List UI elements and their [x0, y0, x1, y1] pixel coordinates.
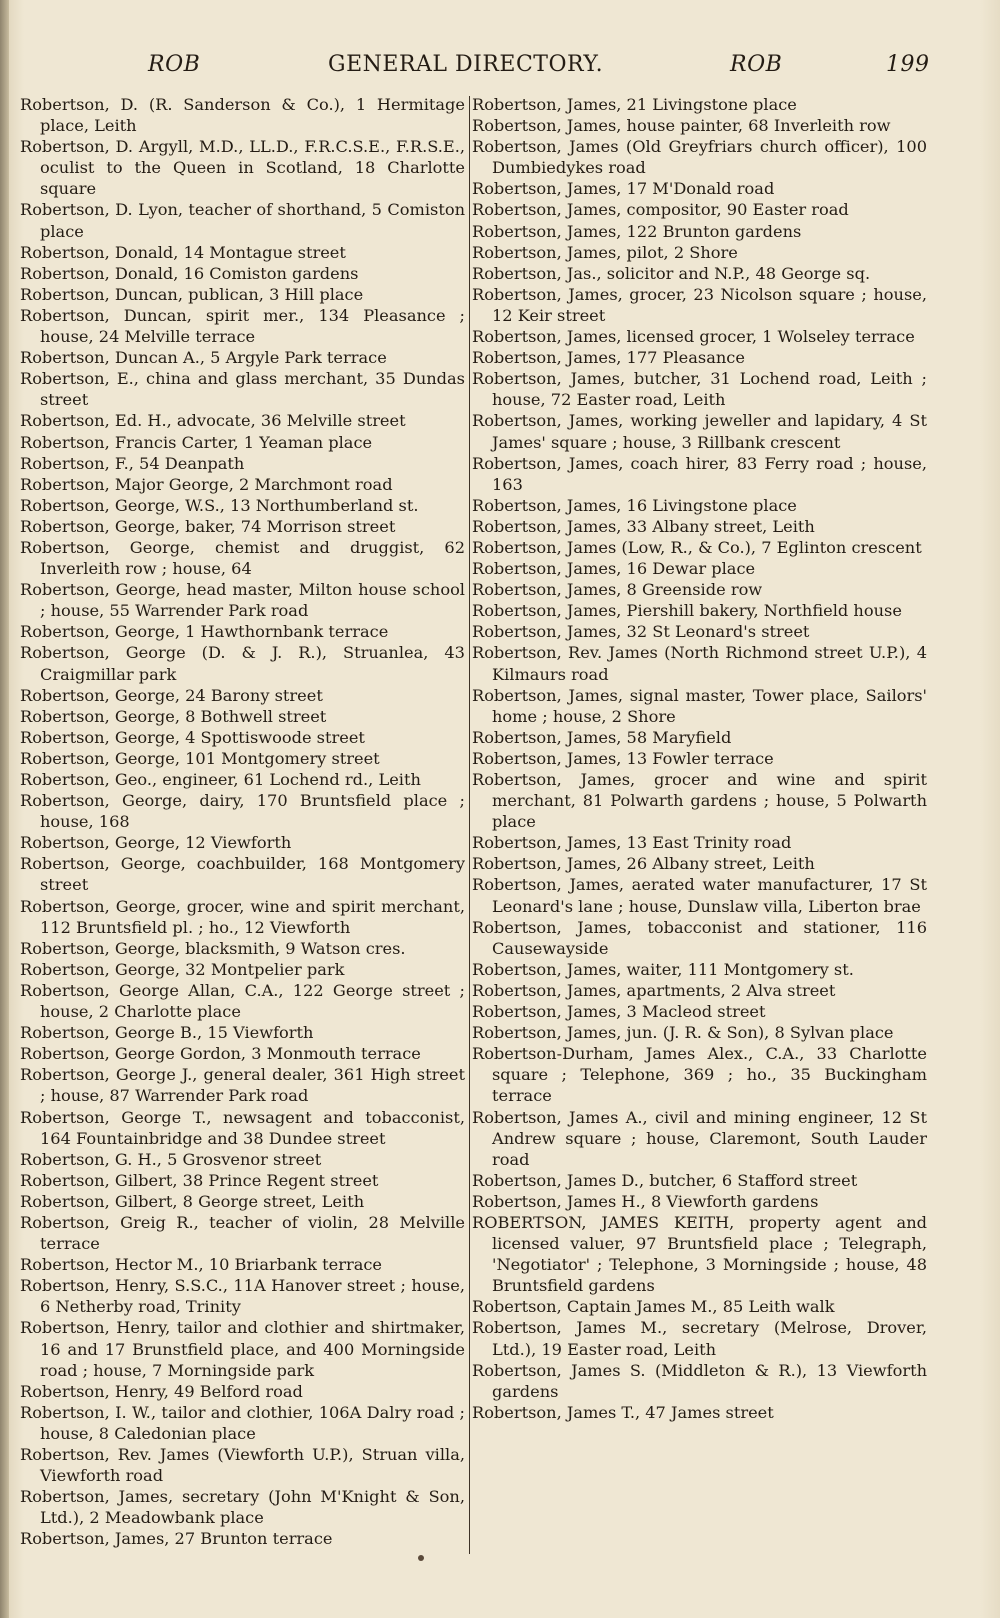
directory-entry: Robertson, James S. (Middleton & R.), 13 Viewforth gardens — [472, 1360, 927, 1401]
header-title: GENERAL DIRECTORY. — [328, 52, 604, 77]
directory-entry: Robertson, George, head master, Milton house school ; house, 55 Warrender Park road — [20, 580, 465, 621]
book-spine-shadow — [0, 0, 9, 1618]
directory-entry: Robertson, Rev. James (North Richmond street U.P.), 4 Kilmaurs road — [472, 643, 927, 684]
directory-entry: Robertson, James, jun. (J. R. & Son), 8 Sylvan place — [472, 1023, 894, 1043]
directory-entry: Robertson, James M., secretary (Melrose, Drover, Ltd.), 19 Easter road, Leith — [472, 1318, 927, 1359]
directory-entry: Robertson, George, coachbuilder, 168 Montgomery street — [20, 854, 465, 895]
directory-entry: Robertson, James, 33 Albany street, Leith — [472, 516, 815, 536]
directory-entry: Robertson, George, blacksmith, 9 Watson cres. — [20, 938, 406, 958]
right-column — [472, 94, 927, 1423]
directory-entry: Robertson, James, 26 Albany street, Leith — [472, 854, 815, 874]
directory-entry: Robertson, James H., 8 Viewforth gardens — [472, 1191, 819, 1211]
directory-entry: Robertson, Donald, 14 Montague street — [20, 242, 346, 262]
directory-entry: Robertson, George, grocer, wine and spirit merchant, 112 Bruntsfield pl. ; ho., 12 Viewforth — [20, 896, 465, 937]
footer-mark — [418, 1555, 424, 1561]
directory-entry: Robertson, Francis Carter, 1 Yeaman place — [20, 432, 373, 452]
directory-entry: Robertson, James, pilot, 2 Shore — [472, 242, 738, 262]
directory-entry: Robertson, George, 32 Montpelier park — [20, 959, 345, 979]
directory-entry: Robertson, James, compositor, 90 Easter road — [472, 200, 849, 220]
directory-entry: Robertson, George Gordon, 3 Monmouth terrace — [20, 1044, 421, 1064]
directory-entry: Robertson, James, signal master, Tower place, Sailors' home ; house, 2 Shore — [472, 685, 927, 726]
directory-entry: Robertson, George, 4 Spottiswoode street — [20, 727, 365, 747]
directory-entry: Robertson, G. H., 5 Grosvenor street — [20, 1149, 322, 1169]
directory-entry: Robertson, George T., newsagent and tobacconist, 164 Fountainbridge and 38 Dundee street — [20, 1107, 465, 1148]
directory-entry: Robertson, James, 3 Macleod street — [472, 1002, 766, 1022]
directory-entry: Robertson, James, 17 M'Donald road — [472, 179, 775, 199]
directory-entry: Robertson, E., china and glass merchant, 35 Dundas street — [20, 369, 465, 410]
directory-entry: Robertson, Duncan, spirit mer., 134 Pleasance ; house, 24 Melville terrace — [20, 305, 465, 347]
directory-entry: Robertson, James, tobacconist and stationer, 116 Causewayside — [472, 917, 927, 958]
directory-entry: Robertson, D. Lyon, teacher of shorthand, 5 Comiston place — [20, 200, 465, 241]
directory-entry: Robertson, James, grocer, 23 Nicolson square ; house, 12 Keir street — [472, 284, 927, 325]
directory-entry: Robertson, Jas., solicitor and N.P., 48 George sq. — [472, 263, 871, 283]
directory-entry: Robertson, James, coach hirer, 83 Ferry road ; house, 163 — [472, 453, 927, 494]
directory-entry: Robertson, George, 12 Viewforth — [20, 833, 292, 853]
header-right-keyword: ROB — [730, 52, 783, 77]
directory-entry: Robertson, James, 122 Brunton gardens — [472, 221, 802, 241]
directory-entry: Robertson, Henry, S.S.C., 11A Hanover street ; house, 6 Netherby road, Trinity — [20, 1276, 465, 1317]
directory-entry: Robertson, James (Low, R., & Co.), 7 Eglinton crescent — [472, 537, 922, 557]
directory-entry: Robertson, James, 21 Livingstone place — [472, 95, 797, 114]
directory-entry: Robertson, Gilbert, 38 Prince Regent street — [20, 1170, 379, 1190]
directory-entry: Robertson, George, baker, 74 Morrison street — [20, 516, 396, 536]
directory-entry: Robertson, George J., general dealer, 361 High street ; house, 87 Warrender Park road — [20, 1065, 465, 1106]
directory-entry: Robertson, George Allan, C.A., 122 George street ; house, 2 Charlotte place — [20, 980, 465, 1022]
directory-entry: Robertson, D. Argyll, M.D., LL.D., F.R.C.S.E., F.R.S.E., oculist to the Queen in Scotland, 18 Charlotte square — [20, 137, 465, 199]
directory-entry: Robertson, James, 58 Maryfield — [472, 727, 732, 747]
directory-entry: Robertson, James, butcher, 31 Lochend road, Leith ; house, 72 Easter road, Leith — [472, 369, 927, 410]
directory-entry: Robertson, Hector M., 10 Briarbank terrace — [20, 1255, 382, 1275]
directory-entry: Robertson, James, aerated water manufacturer, 17 St Leonard's lane ; house, Dunslaw villa, Liberton brae — [472, 875, 927, 916]
directory-entry: Robertson, George, chemist and druggist, 62 Inverleith row ; house, 64 — [20, 537, 465, 579]
directory-entry: Robertson, Gilbert, 8 George street, Leith — [20, 1191, 365, 1211]
directory-entry: Robertson, James, licensed grocer, 1 Wolseley terrace — [472, 327, 915, 347]
directory-entry: Robertson, James, 13 East Trinity road — [472, 833, 792, 853]
directory-entry: Robertson, Rev. James (Viewforth U.P.), Struan villa, Viewforth road — [20, 1445, 465, 1486]
directory-entry: Robertson, James, grocer and wine and spirit merchant, 81 Polwarth gardens ; house, 5 Polwarth place — [472, 770, 927, 832]
directory-entry: ROBERTSON, JAMES KEITH, property agent and licensed valuer, 97 Bruntsfield place ; Telegraph, 'Negotiator' ; Telephone, 3 Morningside ; house, 48 Bruntsfield gardens — [472, 1212, 927, 1296]
directory-entry: Robertson, James, waiter, 111 Montgomery st. — [472, 959, 854, 979]
directory-entry: Robertson, James, house painter, 68 Inverleith row — [472, 116, 891, 136]
directory-entry: Robertson, Geo., engineer, 61 Lochend rd., Leith — [20, 770, 421, 789]
directory-entry: Robertson, George, 8 Bothwell street — [20, 706, 327, 726]
directory-entry: Robertson, James, 27 Brunton terrace — [20, 1529, 333, 1549]
directory-entry: Robertson, Donald, 16 Comiston gardens — [20, 263, 359, 283]
directory-entry: Robertson, James T., 47 James street — [472, 1402, 774, 1422]
directory-entry: Robertson, George, 1 Hawthornbank terrace — [20, 622, 389, 642]
directory-entry: Robertson, Major George, 2 Marchmont road — [20, 474, 393, 494]
directory-entry: Robertson, James, working jeweller and lapidary, 4 St James' square ; house, 3 Rillbank crescent — [472, 411, 927, 452]
directory-entry: Robertson, James D., butcher, 6 Stafford street — [472, 1170, 858, 1190]
directory-entry: Robertson, James, secretary (John M'Knight & Son, Ltd.), 2 Meadowbank place — [20, 1487, 465, 1528]
directory-entry: Robertson, James, 16 Dewar place — [472, 559, 756, 579]
page-number: 199 — [886, 52, 930, 77]
directory-entry: Robertson, Henry, 49 Belford road — [20, 1381, 303, 1401]
directory-entry: Robertson, James, Piershill bakery, Northfield house — [472, 601, 902, 621]
directory-entry: Robertson, F., 54 Deanpath — [20, 453, 245, 473]
column-divider — [469, 96, 470, 1554]
directory-entry: Robertson, George, 24 Barony street — [20, 685, 323, 705]
directory-entry: Robertson, George (D. & J. R.), Struanlea, 43 Craigmillar park — [20, 643, 465, 684]
directory-entry: Robertson, James, 13 Fowler terrace — [472, 748, 774, 768]
directory-entry: Robertson, Duncan, publican, 3 Hill place — [20, 284, 364, 304]
directory-entry: Robertson, D. (R. Sanderson & Co.), 1 Hermitage place, Leith — [20, 95, 465, 136]
directory-entry: Robertson, James (Old Greyfriars church officer), 100 Dumbiedykes road — [472, 137, 927, 178]
directory-entry: Robertson, James A., civil and mining engineer, 12 St Andrew square ; house, Claremont, South Lauder road — [472, 1107, 927, 1169]
directory-entry: Robertson, James, apartments, 2 Alva street — [472, 980, 836, 1000]
directory-entry: Robertson, Ed. H., advocate, 36 Melville street — [20, 411, 406, 431]
header-left-keyword: ROB — [148, 52, 201, 77]
page-header — [18, 52, 928, 86]
directory-entry: Robertson, James, 177 Pleasance — [472, 348, 745, 368]
directory-entry: Robertson, George, 101 Montgomery street — [20, 748, 380, 768]
directory-entry: Robertson, George, dairy, 170 Bruntsfield place ; house, 168 — [20, 791, 465, 832]
directory-entry: Robertson, Henry, tailor and clothier and shirtmaker, 16 and 17 Brunstfield place, and 400 Morningside road ; house, 7 Morningside park — [20, 1318, 465, 1380]
directory-entry: Robertson, George, W.S., 13 Northumberland st. — [20, 495, 419, 515]
directory-entry: Robertson, I. W., tailor and clothier, 106A Dalry road ; house, 8 Caledonian place — [20, 1402, 465, 1443]
directory-entry: Robertson, James, 8 Greenside row — [472, 580, 763, 600]
directory-entry: Robertson, Greig R., teacher of violin, 28 Melville terrace — [20, 1212, 465, 1254]
directory-entry: Robertson, James, 16 Livingstone place — [472, 495, 797, 515]
left-column — [20, 94, 465, 1549]
directory-entry: Robertson-Durham, James Alex., C.A., 33 Charlotte square ; Telephone, 369 ; ho., 35 Buckingham terrace — [472, 1044, 927, 1106]
directory-entry: Robertson, Duncan A., 5 Argyle Park terrace — [20, 348, 387, 368]
directory-entry: Robertson, Captain James M., 85 Leith walk — [472, 1297, 835, 1317]
directory-entry: Robertson, James, 32 St Leonard's street — [472, 622, 810, 642]
directory-entry: Robertson, George B., 15 Viewforth — [20, 1023, 314, 1043]
